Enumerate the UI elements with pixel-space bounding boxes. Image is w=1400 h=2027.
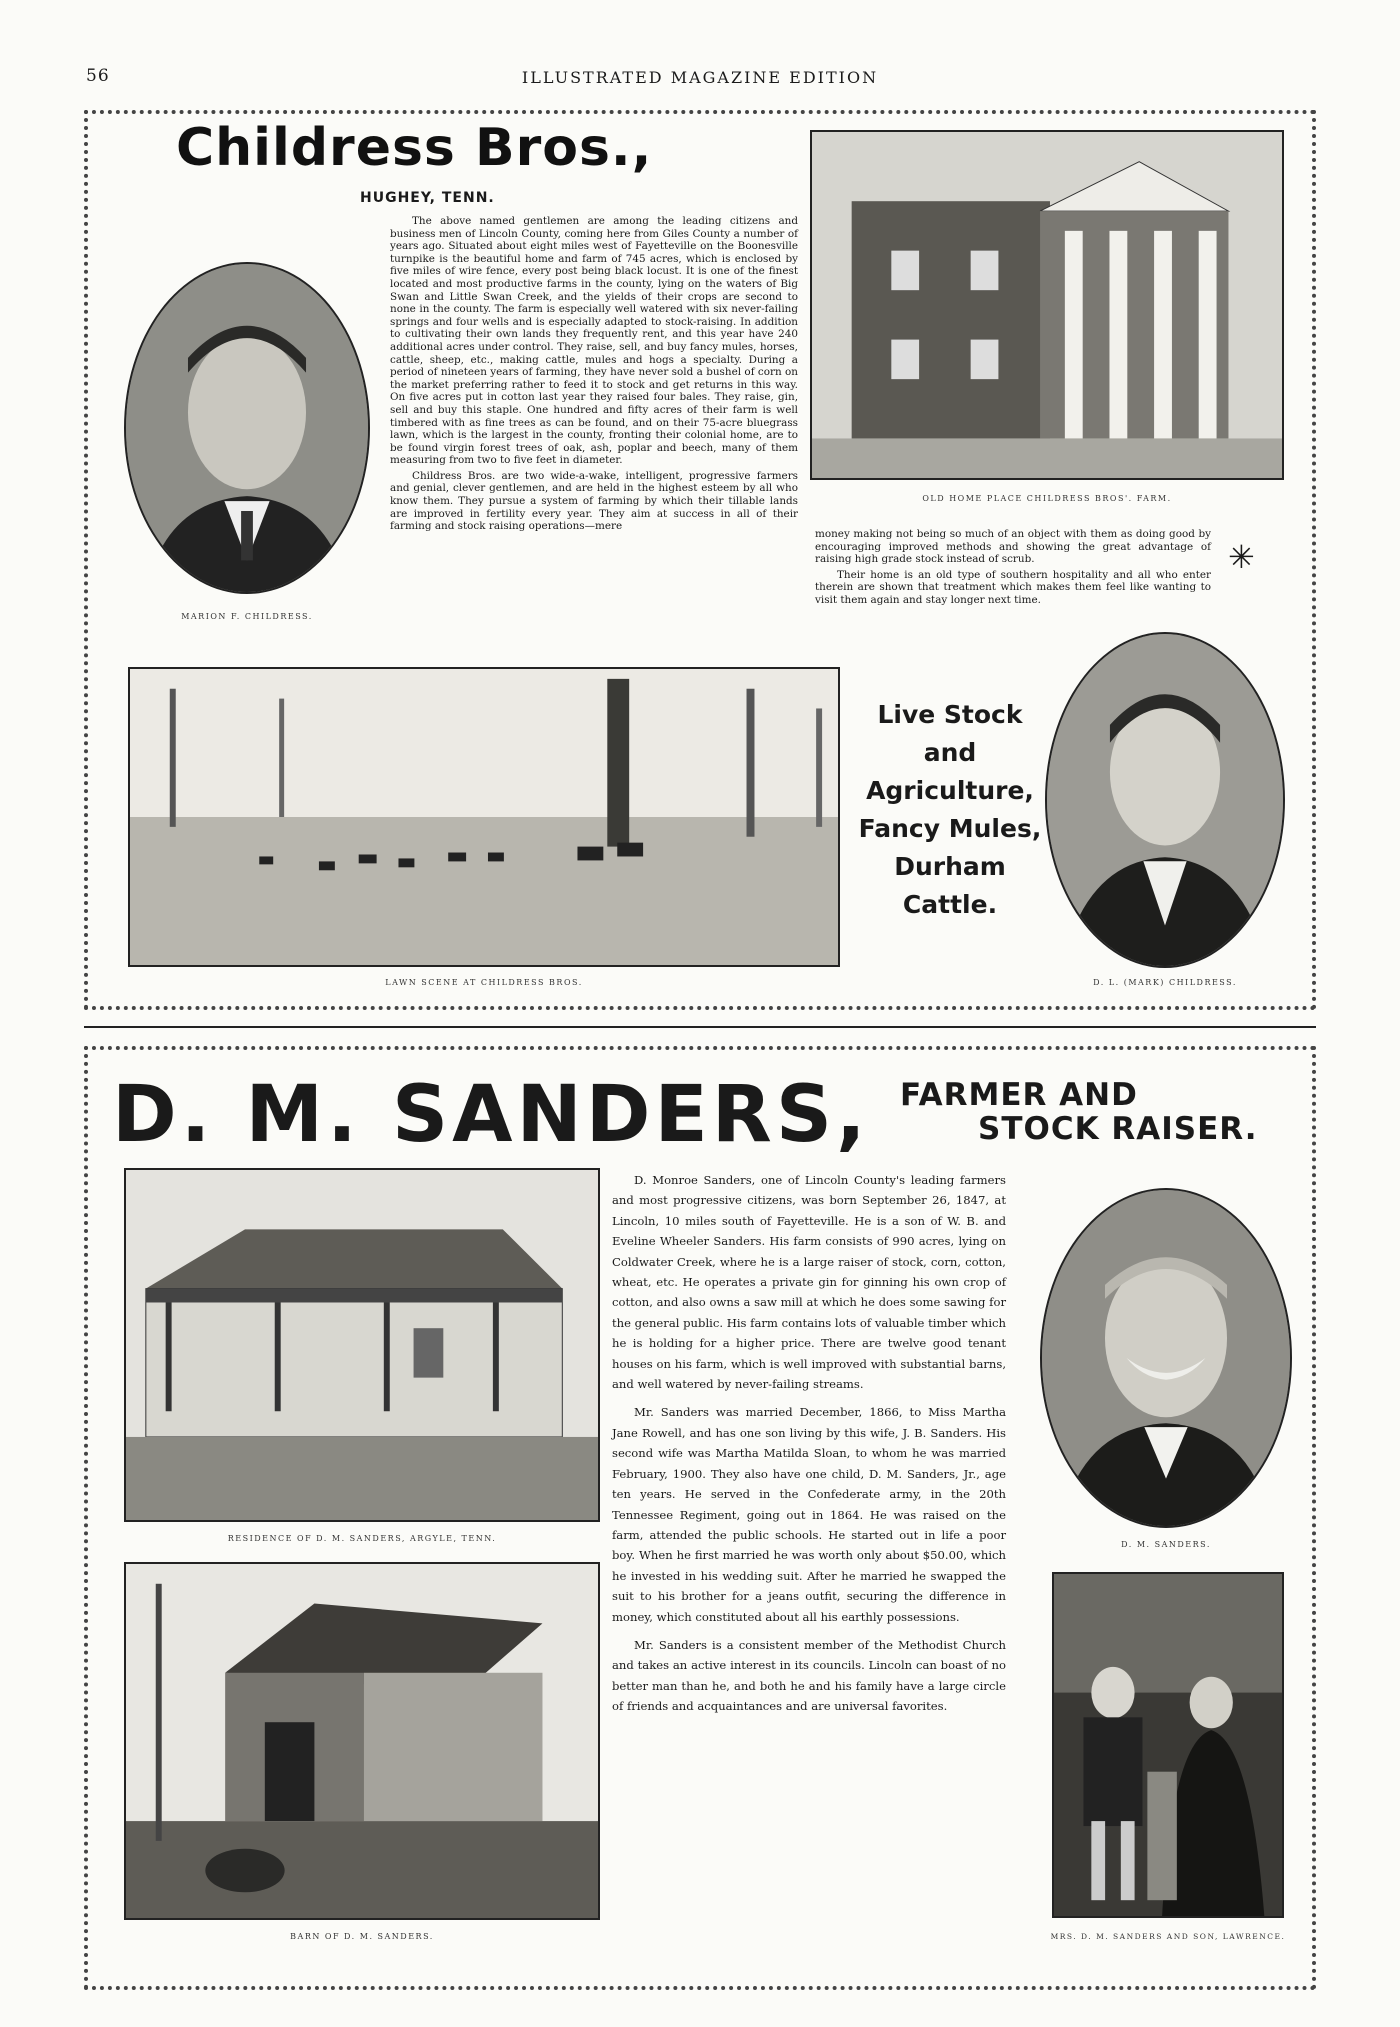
portrait-mark-childress <box>1045 632 1285 968</box>
childress-continuation-1: money making not being so much of an object with them as doing good by encouraging improved methods and showing the great advantage of raising high grade stock instead of scrub. <box>815 528 1211 566</box>
sanders-text-column <box>612 1170 1006 1725</box>
caption-portrait-marion: MARION F. CHILDRESS. <box>181 612 313 621</box>
star-ornament-icon: ✳ <box>1228 538 1255 576</box>
sanders-paragraph-2: Mr. Sanders was married December, 1866, to Miss Martha Jane Rowell, and has one son living by this wife, J. B. Sanders. His second wife was Martha Matilda Sloan, to whom he was married February, 1900. They also have one child, D. M. Sanders, Jr., age ten years. He served in the Confederate army, in the 20th Tennessee Regiment, going out in 1864. He was raised on the farm, attended the public schools. He started out in life a poor boy. When he first married he was worth only about $50.00, which he invested in his wedding suit. After he married he swapped the suit to his brother for a jeans outfit, securing the difference in money, which constituted about all his earthly possessions. <box>612 1405 1006 1624</box>
caption-barn: BARN OF D. M. SANDERS. <box>290 1932 434 1941</box>
childress-paragraph-1: The above named gentlemen are among the leading citizens and business men of Lincoln County, coming here from Giles County a number of years ago. Situated about eight miles west of Fayetteville on the Boonesville turnpike is the beautiful home and farm of 745 acres, which is enclosed by five miles of wire fence, every post being black locust. It is one of the finest located and most productive farms in the county, lying on the waters of Big Swan and Little Swan Creek, and the yields of their crops are second to none in the county. The farm is especially well watered with six never-failing springs and four wells and is especially adapted to stock-raising. In addition to cultivating their own lands they frequently rent, and this year have 240 additional acres under control. They raise, sell, and buy fancy mules, horses, cattle, sheep, etc., making cattle, mules and hogs a specialty. During a period of nineteen years of farming, they have never sold a bushel of corn on the market preferring rather to feed it to stock and get returns in this way. On five acres put in cotton last year they raised four bales. They raise, gin, sell and buy this staple. One hundred and fifty acres of their farm is well timbered with as fine trees as can be found, and on their 75-acre bluegrass lawn, which is the largest in the county, fronting their colonial home, are to be found virgin forest trees of oak, ash, poplar and beech, many of them measuring from two to five feet in diameter. <box>390 215 798 467</box>
caption-lawn-scene: LAWN SCENE AT CHILDRESS BROS. <box>385 978 583 987</box>
slogan-line-6: Cattle. <box>902 890 998 919</box>
slogan-line-3: Agriculture, <box>866 776 1034 805</box>
photo-mrs-sanders-and-son <box>1052 1572 1284 1918</box>
caption-old-home-place: OLD HOME PLACE CHILDRESS BROS'. FARM. <box>922 494 1172 503</box>
childress-paragraph-2: Childress Bros. are two wide-a-wake, intelligent, progressive farmers and genial, clever gentlemen, and are held in the highest esteem by all who know them. They pursue a system of farming by which their tillable lands are improved in fertility every year. They aim at success in all of their farming and stock raising operations—mere <box>390 469 798 533</box>
sanders-tagline <box>900 1078 1295 1146</box>
slogan-line-4: Fancy Mules, <box>858 814 1042 843</box>
sanders-paragraph-3: Mr. Sanders is a consistent member of the Methodist Church and takes an active interest in its councils. Lincoln can boast of no better man than he, and both he and his family have a large circle of friends and acquaintances and are universal favorites. <box>612 1637 1006 1714</box>
caption-portrait-mark: D. L. (MARK) CHILDRESS. <box>1093 978 1237 987</box>
page-number: 56 <box>86 66 110 86</box>
section-divider <box>84 1026 1316 1028</box>
slogan-line-1: Live Stock <box>877 700 1023 729</box>
photo-barn <box>124 1562 600 1920</box>
caption-portrait-sanders: D. M. SANDERS. <box>1121 1540 1211 1549</box>
caption-family: MRS. D. M. SANDERS AND SON, LAWRENCE. <box>1050 1932 1286 1941</box>
childress-continuation <box>815 528 1211 610</box>
photo-residence <box>124 1168 600 1522</box>
childress-continuation-2: Their home is an old type of southern hospitality and all who enter therein are shown that treatment which makes them feel like wanting to visit them again and stay longer next time. <box>815 568 1211 606</box>
running-title: ILLUSTRATED MAGAZINE EDITION <box>521 68 879 87</box>
childress-text-column <box>390 215 798 536</box>
slogan-line-2: and <box>923 738 977 767</box>
childress-slogan <box>850 696 1050 924</box>
sanders-paragraph-1: D. Monroe Sanders, one of Lincoln County's leading farmers and most progressive citizens, was born September 26, 1847, at Lincoln, 10 miles south of Fayetteville. He is a son of W. B. and Eveline Wheeler Sanders. His farm consists of 990 acres, lying on Coldwater Creek, where he is a large raiser of stock, corn, cotton, wheat, etc. He operates a private gin for ginning his own crop of cotton, and also owns a saw mill at which he does some sawing for the general public. His farm contains lots of valuable timber which he is holding for a higher price. There are twelve good tenant houses on his farm, which is well improved with substantial barns, and well watered by never-failing streams. <box>612 1173 1007 1392</box>
slogan-line-5: Durham <box>894 852 1006 881</box>
photo-old-home-place <box>810 130 1284 480</box>
childress-title: Childress Bros., <box>176 118 653 178</box>
sanders-title: D. M. SANDERS, <box>112 1070 870 1160</box>
caption-residence: RESIDENCE OF D. M. SANDERS, ARGYLE, TENN. <box>227 1534 497 1543</box>
tagline-line-1: FARMER AND <box>900 1077 1138 1113</box>
tagline-line-2: STOCK RAISER. <box>978 1111 1258 1147</box>
portrait-dm-sanders <box>1040 1188 1292 1528</box>
childress-location: HUGHEY, TENN. <box>360 190 495 206</box>
photo-lawn-scene <box>128 667 840 967</box>
portrait-marion-childress <box>124 262 370 594</box>
